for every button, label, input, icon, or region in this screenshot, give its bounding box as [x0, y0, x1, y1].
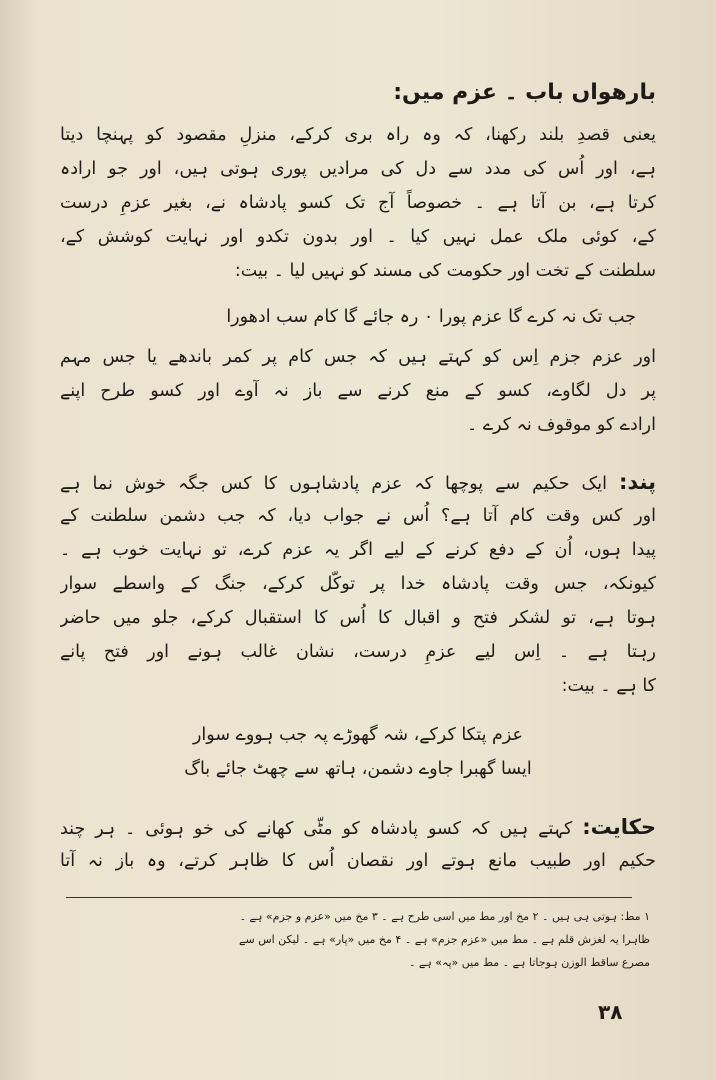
text-line: ہے، اور اُس کی مدد سے دل کی مرادیں پوری ہوتی ہیں، اور جو ارادہ [60, 159, 656, 179]
verse-text: عزم پتکا کرکے، شہ گھوڑے پہ جب ہووے سوار [192, 725, 523, 745]
text-line: پر دل لگاوے، کسو کے منع کرنے سے باز نہ آوے اور کسو طرح اپنے [60, 381, 656, 401]
text-line [60, 810, 656, 844]
text-line: کے، کوئی ملک عمل نہیں کیا ۔ اور بدون تکدو اور نہایت کوشش کے، [60, 227, 656, 247]
footnote-divider [66, 897, 632, 898]
text-line-content: کہتے ہیں کہ کسو پادشاہ کو مٹّی کھانے کی خو ہوئی ۔ ہر چند [60, 819, 573, 839]
text-line: سلطنت کے تخت اور حکومت کی مسند کو نہیں لیا ۔ بیت: [234, 261, 656, 281]
couplet [60, 718, 656, 786]
verse-text: ایسا گھبرا جاوے دشمن، ہاتھ سے چھٹ جائے باگ [184, 759, 532, 779]
anecdote-section [60, 810, 656, 878]
text-line: ہوتا ہے، تو لشکر فتح و اقبال کا اُس کا استقبال کرکے، جلو میں حاضر [60, 608, 656, 628]
text-line: اور کس وقت کام آتا ہے؟ اُس نے جواب دیا، کہ جب دشمن سلطنت کے [60, 506, 656, 526]
text-line: ارادے کو موقوف نہ کرے ۔ [467, 415, 656, 435]
text-line: کرتا ہے، بن آتا ہے ۔ خصوصاً آج تک کسو پادشاہ نے، بغیر عزمِ درست [60, 193, 656, 213]
footnote-line: مصرع ساقط الوزن ہوجاتا ہے ۔ مط میں «پہ» ہے ۔ [408, 956, 650, 969]
text-line: اور عزم جزم اِس کو کہتے ہیں کہ جس کام پر کمر باندھے یا جس مہم [60, 347, 656, 367]
advice-section [60, 465, 656, 703]
intro-paragraph [60, 118, 656, 288]
text-line: کا ہے ۔ بیت: [561, 676, 656, 696]
text-line [60, 465, 656, 499]
text-line: یعنی قصدِ بلند رکھنا، کہ وہ راہ بری کرکے، منزلِ مقصود کو پہنچا دیتا [60, 125, 656, 145]
text-line: کیونکہ، جس وقت پادشاہ خدا پر توکّل کرکے، جنگ کے واسطے سوار [60, 574, 656, 594]
advice-label: پند: [618, 470, 656, 494]
definition-paragraph [60, 340, 656, 442]
footnote-line: ۱ مط: ہوتی ہی ہیں ۔ ۲ مخ اور مط میں اسی طرح ہے ۔ ۳ مخ میں «عزم و جزم» ہے ۔ [239, 910, 650, 923]
text-line-content: ایک حکیم سے پوچھا کہ عزم پادشاہوں کا کس جگہ خوش نما ہے [60, 474, 607, 494]
anecdote-label: حکایت: [582, 815, 656, 839]
text-line: رہتا ہے ۔ اِس لیے عزمِ درست، نشان غالب ہونے اور فتح پانے [60, 642, 656, 662]
text-line: پیدا ہوں، اُن کے دفع کرنے کے لیے اگر یہ عزم کرے، تو نہایت خوب ہے ۔ [60, 540, 656, 560]
chapter-heading: بارھواں باب ۔ عزم میں: [393, 80, 656, 105]
text-line: حکیم اور طبیب مانع ہوتے اور نقصان اُس کا ظاہر کرتے، وہ باز نہ آتا [60, 851, 656, 871]
footnote-line: ظاہرا یہ لغزش قلم ہے ۔ مط میں «عزم جزم» ہے ۔ ۴ مخ میں «پار» ہے ۔ لیکن اس سے [239, 933, 650, 946]
footnotes [66, 905, 650, 974]
verse-line [60, 300, 636, 334]
page-number: ۳۸ [598, 1000, 623, 1024]
verse-text: جب تک نہ کرے گا عزم پورا ۰ رہ جائے گا کام سب ادھورا [226, 307, 636, 327]
